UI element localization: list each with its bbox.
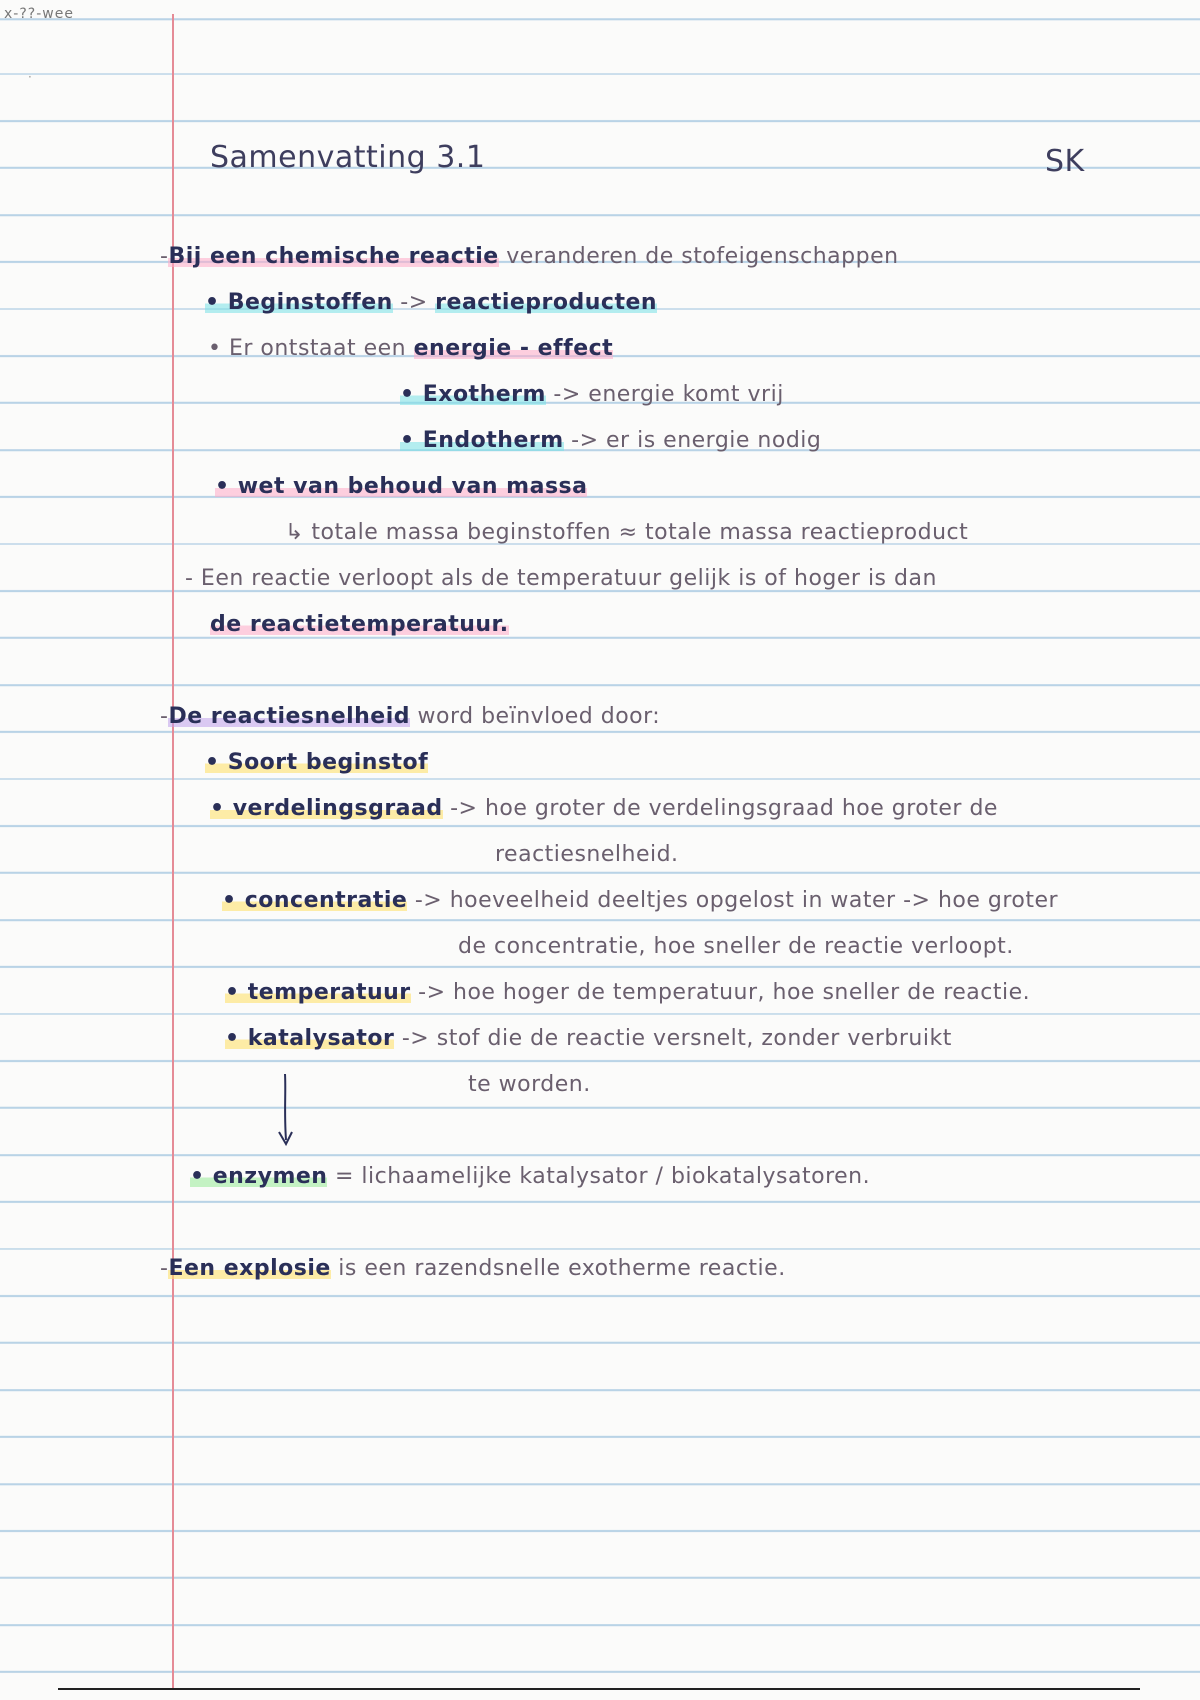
- bullet-dash: -: [160, 704, 169, 729]
- highlight-endotherm: • Endotherm: [400, 428, 564, 453]
- section2-heading: [160, 704, 660, 729]
- section2-concentratie-cont: de concentratie, hoe sneller de reactie verloopt.: [458, 934, 1014, 959]
- highlight-reactietemperatuur: de reactietemperatuur.: [210, 612, 509, 637]
- section1-wet-behoud-massa: [215, 474, 587, 499]
- highlight-exotherm: • Exotherm: [400, 382, 546, 407]
- section2-katalysator-cont: te worden.: [468, 1072, 591, 1097]
- highlight-concentratie: • concentratie: [222, 888, 408, 913]
- section1-beginstoffen: [205, 290, 657, 315]
- line-text: -> hoe hoger de temperatuur, hoe sneller de reactie.: [410, 980, 1031, 1005]
- section2-katalysator: [225, 1026, 952, 1051]
- arrow-text: ->: [392, 290, 436, 315]
- corner-mark: x-??-wee: [4, 6, 74, 22]
- section2-temperatuur: [225, 980, 1030, 1005]
- highlight-reactieproducten: reactieproducten: [435, 290, 658, 315]
- section2-verdelingsgraad-cont: reactiesnelheid.: [495, 842, 679, 867]
- highlight-energie-effect: energie - effect: [413, 336, 614, 361]
- highlight-katalysator: • katalysator: [225, 1026, 395, 1051]
- highlight-chemische-reactie: Bij een chemische reactie: [168, 244, 499, 269]
- bullet-dash: -: [160, 244, 169, 269]
- highlight-reactiesnelheid: De reactiesnelheid: [168, 704, 411, 729]
- highlight-verdelingsgraad: • verdelingsgraad: [210, 796, 443, 821]
- section2-enzymen: [190, 1164, 870, 1189]
- stray-mark: ·: [28, 70, 32, 84]
- section3-explosie: [160, 1256, 786, 1281]
- line-text: • Er ontstaat een: [208, 336, 414, 361]
- author-initials: SK: [1045, 144, 1085, 179]
- down-arrow-icon: [270, 1072, 300, 1152]
- section2-verdelingsgraad: [210, 796, 998, 821]
- section1-exotherm: [400, 382, 784, 407]
- line-text: -> hoeveelheid deeltjes opgelost in water -> hoe groter: [407, 888, 1059, 913]
- page-title: Samenvatting 3.1: [210, 140, 486, 175]
- section1-endotherm: [400, 428, 821, 453]
- section1-reactietemperatuur: [210, 612, 509, 637]
- section1-temperatuur: - Een reactie verloopt als de temperatuur gelijk is of hoger is dan: [185, 566, 937, 591]
- highlight-soort-beginstof: • Soort beginstof: [205, 750, 429, 775]
- highlight-enzymen: • enzymen: [190, 1164, 328, 1189]
- line-text: -> hoe groter de verdelingsgraad hoe groter de: [442, 796, 998, 821]
- highlight-wet-behoud-massa: • wet van behoud van massa: [215, 474, 588, 499]
- section2-concentratie: [222, 888, 1058, 913]
- line-text: -> stof die de reactie versnelt, zonder verbruikt: [394, 1026, 952, 1051]
- line-text: is een razendsnelle exotherme reactie.: [330, 1256, 786, 1281]
- bullet-dash: -: [160, 1256, 169, 1281]
- section1-line1: [160, 244, 899, 269]
- line-text: word beïnvloed door:: [410, 704, 661, 729]
- section2-soort-beginstof: [205, 750, 428, 775]
- highlight-temperatuur: • temperatuur: [225, 980, 411, 1005]
- line-text: -> er is energie nodig: [563, 428, 822, 453]
- section1-energie-effect: [208, 336, 613, 361]
- highlight-beginstoffen: • Beginstoffen: [205, 290, 393, 315]
- line-text: = lichaamelijke katalysator / biokatalysatoren.: [327, 1164, 871, 1189]
- bottom-rule: [58, 1688, 1140, 1690]
- section1-wet-detail: ↳ totale massa beginstoffen ≈ totale massa reactieproduct: [285, 520, 969, 545]
- line-text: -> energie komt vrij: [545, 382, 784, 407]
- line-text: veranderen de stofeigenschappen: [498, 244, 899, 269]
- highlight-explosie: Een explosie: [168, 1256, 331, 1281]
